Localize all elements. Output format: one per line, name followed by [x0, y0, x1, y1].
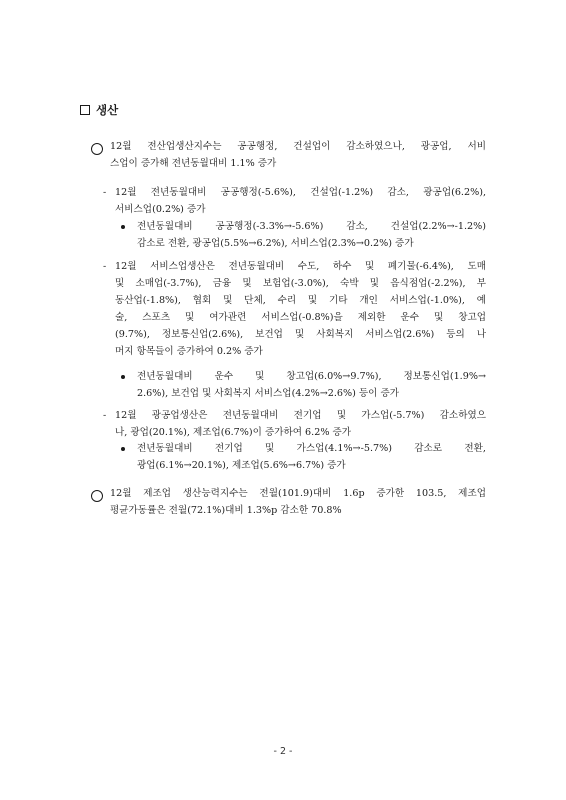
text-line: 전년동월대비 전기업 및 가스업(4.1%→-5.7%) 감소로 전환,: [137, 443, 486, 454]
paragraph: [110, 138, 486, 172]
text-line: 2.6%), 보건업 및 사회복지 서비스업(4.2%→2.6%) 등이 증가: [137, 388, 400, 399]
circle-outline-icon: [91, 143, 103, 155]
section-title: 생산: [96, 103, 119, 117]
text-line: 머지 항목들이 증가하여 0.2% 증가: [115, 346, 263, 357]
sub-paragraph: [115, 407, 486, 441]
bullet-icon: [121, 375, 125, 379]
bullet-paragraph: [137, 218, 486, 252]
text-line: 전년동월대비 공공행정(-3.3%→-5.6%) 감소, 건설업(2.2%→-1.2%): [137, 221, 486, 232]
text-line: 12월 광공업생산은 전년동월대비 전기업 및 가스업(-5.7%) 감소하였으: [115, 410, 486, 421]
text-line: 동산업(-1.8%), 협회 및 단체, 수리 및 기타 개인 서비스업(-1.0%), 예: [115, 295, 486, 306]
text-line: 술, 스포츠 및 여가관련 서비스업(-0.8%)을 제외한 운수 및 창고업: [115, 312, 486, 323]
text-line: 서비스업(0.2%) 증가: [115, 204, 206, 215]
text-line: 전년동월대비 운수 및 창고업(6.0%→9.7%), 정보통신업(1.9%→: [137, 371, 486, 382]
text-line: 12월 서비스업생산은 전년동월대비 수도, 하수 및 폐기물(-6.4%), 도매: [115, 261, 486, 272]
text-line: 12월 전산업생산지수는 공공행정, 건설업이 감소하였으나, 광공업, 서비: [110, 141, 486, 152]
text-line: 광업(6.1%→20.1%), 제조업(5.6%→6.7%) 증가: [137, 460, 346, 471]
text-line: 및 소매업(-3.7%), 금융 및 보험업(-3.0%), 숙박 및 음식점업(-2.2%), 부: [115, 278, 486, 289]
text-line: 스업이 증가해 전년동월대비 1.1% 증가: [110, 158, 277, 169]
text-line: 12월 전년동월대비 공공행정(-5.6%), 건설업(-1.2%) 감소, 광공업(6.2%),: [115, 187, 486, 198]
dash-marker: -: [103, 410, 107, 421]
bullet-paragraph: [137, 440, 486, 474]
text-line: 나, 광업(20.1%), 제조업(6.7%)이 증가하여 6.2% 증가: [115, 427, 352, 438]
text-line: (9.7%), 정보통신업(2.6%), 보건업 및 사회복지 서비스업(2.6%) 등의 나: [115, 329, 486, 340]
text-line: 12월 제조업 생산능력지수는 전월(101.9)대비 1.6p 증가한 103.5, 제조업: [110, 488, 486, 499]
bullet-icon: [121, 225, 125, 229]
text-line: 감소로 전환, 광공업(5.5%→6.2%), 서비스업(2.3%→0.2%) 증가: [137, 238, 414, 249]
page-number: - 2 -: [273, 746, 293, 757]
dash-marker: -: [103, 187, 107, 198]
square-outline-icon: [80, 105, 90, 115]
bullet-paragraph: [137, 368, 486, 402]
sub-paragraph: [115, 258, 486, 360]
section-heading: [80, 102, 118, 118]
bullet-icon: [121, 447, 125, 451]
text-line: 평균가동률은 전월(72.1%)대비 1.3%p 감소한 70.8%: [110, 505, 342, 516]
circle-outline-icon: [91, 490, 103, 502]
sub-paragraph: [115, 184, 486, 218]
paragraph: [110, 485, 486, 519]
dash-marker: -: [103, 261, 107, 272]
